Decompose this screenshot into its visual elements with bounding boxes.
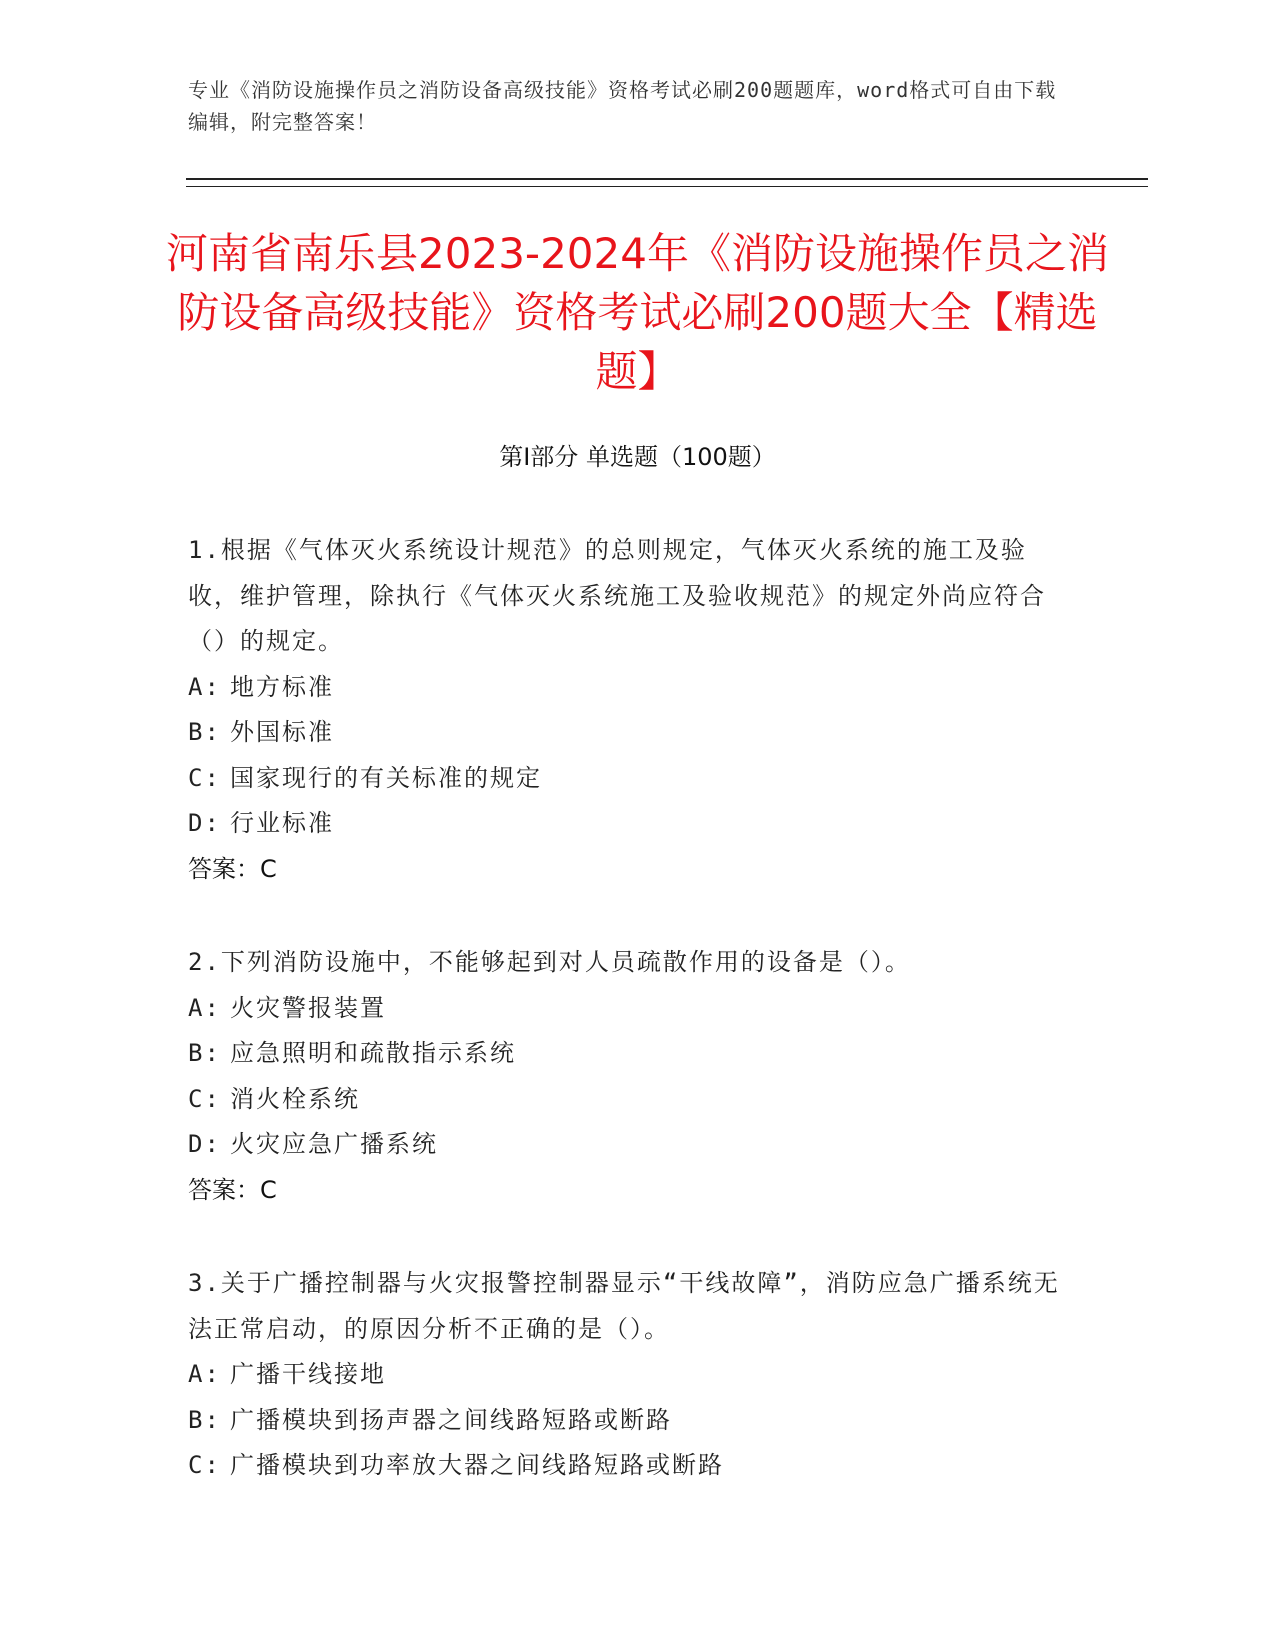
option-a [188,665,1068,711]
question-stem: 2.下列消防设施中，不能够起到对人员疏散作用的设备是（）。 [188,948,911,976]
option-b [188,1031,1068,1077]
option-letter: B: [188,1405,221,1434]
option-letter: C: [188,763,221,792]
option-text: 广播模块到扬声器之间线路短路或断路 [230,1405,672,1434]
option-letter: A: [188,672,221,701]
option-text: 火灾应急广播系统 [230,1130,438,1158]
option-d [188,1122,1068,1168]
option-text: 广播干线接地 [230,1360,386,1388]
option-b [188,710,1068,756]
option-a [188,1352,1068,1398]
option-c [188,1443,1068,1489]
option-text: 国家现行的有关标准的规定 [230,763,542,792]
option-c [188,1077,1068,1123]
header-note: 专业《消防设施操作员之消防设备高级技能》资格考试必刷200题题库，word格式可自由下载编辑，附完整答案！ [188,78,1057,134]
option-letter: B: [188,1039,221,1067]
option-letter: C: [188,1451,221,1479]
document-title: 河南省南乐县2023-2024年《消防设施操作员之消防设备高级技能》资格考试必刷200题大全【精选题】 [166,229,1109,396]
question-list [188,528,1068,1537]
option-letter: B: [188,718,221,746]
question-stem: 1.根据《气体灭火系统设计规范》的总则规定，气体灭火系统的施工及验收，维护管理，除执行《气体灭火系统施工及验收规范》的规定外尚应符合（）的规定。 [188,536,1046,655]
option-b [188,1398,1068,1444]
answer-line: 答案：C [188,1175,277,1204]
option-text: 地方标准 [230,672,334,701]
option-c [188,756,1068,802]
answer-line: 答案：C [188,854,277,883]
option-text: 消火栓系统 [230,1084,360,1113]
header-divider-thick [186,178,1148,180]
option-letter: D: [188,809,221,837]
option-a [188,986,1068,1032]
header-divider-thin [186,186,1148,187]
option-text: 应急照明和疏散指示系统 [230,1039,516,1067]
option-text: 广播模块到功率放大器之间线路短路或断路 [230,1451,724,1479]
question-stem: 3.关于广播控制器与火灾报警控制器显示“干线故障”，消防应急广播系统无法正常启动，的原因分析不正确的是（）。 [188,1269,1060,1343]
question-2 [188,940,1068,1213]
option-letter: A: [188,993,221,1022]
option-letter: D: [188,1130,221,1158]
section-heading: 第I部分 单选题（100题） [499,443,776,471]
option-letter: A: [188,1360,221,1388]
option-letter: C: [188,1084,221,1113]
question-1 [188,528,1068,892]
option-text: 行业标准 [230,809,334,837]
option-d [188,801,1068,847]
question-3 [188,1261,1068,1489]
option-text: 火灾警报装置 [230,993,386,1022]
option-text: 外国标准 [230,718,334,746]
